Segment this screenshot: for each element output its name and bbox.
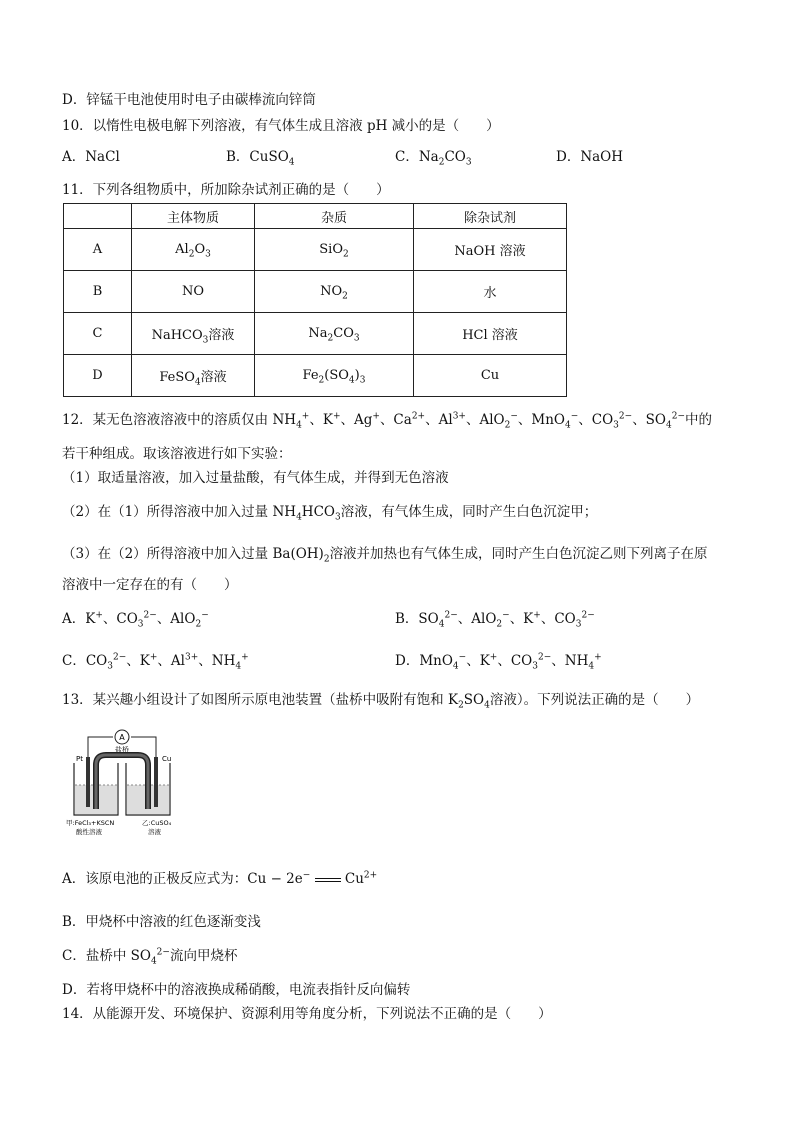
q13-option-a: A．该原电池的正极反应式为：Cu − 2e− $Cu^{2+}$ <box>62 870 378 887</box>
q12-experiment-1: （1）取适量溶液，加入过量盐酸，有气体生成，并得到无色溶液 <box>62 470 449 486</box>
q13-stem: 13．某兴趣小组设计了如图所示原电池装置（盐桥中吸附有饱和 $K_2SO_4$溶液）。下列说法正确的是（ ） <box>62 692 700 711</box>
q12-option-c: C．$CO_3^{2-}$、K+、$Al^{3+}$、$NH_4^+$ <box>62 652 249 672</box>
q11-stem: 11．下列各组物质中，所加除杂试剂正确的是（ ） <box>62 182 390 198</box>
q12-stem-line2: 若干种组成。取该溶液进行如下实验： <box>62 446 292 462</box>
q9-option-d: D．锌锰干电池使用时电子由碳棒流向锌筒 <box>62 92 316 108</box>
row-label: B <box>64 271 132 313</box>
reagent: 水 <box>414 271 567 313</box>
row-label: C <box>64 313 132 355</box>
galvanic-cell-figure <box>62 727 182 843</box>
right-electrode-label: Cu <box>162 755 172 763</box>
q11-table <box>63 203 567 397</box>
main-substance: NO <box>132 271 255 313</box>
table-row <box>64 313 567 355</box>
table-header-row <box>64 204 567 229</box>
main-substance: NaHCO$_3$溶液 <box>132 313 255 355</box>
q10-option-d: D．NaOH <box>556 149 624 165</box>
impurity: $NO_2$ <box>255 271 414 313</box>
left-beaker-label-2: 酸性溶液 <box>76 828 102 836</box>
table-row <box>64 271 567 313</box>
q13-option-b: B．甲烧杯中溶液的红色逐渐变浅 <box>62 914 261 930</box>
q12-experiment-2: （2）在（1）所得溶液中加入过量 $NH_4HCO_3$溶液，有气体生成，同时产生白色沉淀甲； <box>62 504 598 523</box>
q14-stem: 14．从能源开发、环境保护、资源利用等角度分析，下列说法不正确的是（ ） <box>62 1006 552 1022</box>
equals-sign <box>315 878 341 882</box>
q12-experiment-3-cont: 溶液中一定存在的有（ ） <box>62 577 238 593</box>
ammeter-label: A <box>119 733 125 742</box>
reagent: NaOH 溶液 <box>414 229 567 271</box>
salt-bridge-label: 盐桥 <box>115 746 129 754</box>
reagent: HCl 溶液 <box>414 313 567 355</box>
row-label: A <box>64 229 132 271</box>
impurity: $Fe_2(SO_4)_3$ <box>255 355 414 397</box>
q12-option-b: B．$SO_4^{2-}$、AlO$_2$−、K+、$CO_3^{2-}$ <box>395 610 595 630</box>
q13-option-c: C．盐桥中 $SO_4^{2-}$流向甲烧杯 <box>62 947 238 967</box>
table-header-cell: 杂质 <box>255 204 414 229</box>
left-electrode-label: Pt <box>76 755 83 763</box>
q10-option-c: C．$Na_2CO_3$ <box>395 149 472 168</box>
q10-stem: 10．以惰性电极电解下列溶液，有气体生成且溶液 pH 减小的是（ ） <box>62 118 500 134</box>
right-beaker-label-2: 溶液 <box>148 828 161 836</box>
q12-experiment-3: （3）在（2）所得溶液中加入过量 $Ba(OH)_2$溶液并加热也有气体生成，同时产生白色沉淀乙则下列离子在原 <box>62 546 708 565</box>
table-header-cell: 主体物质 <box>132 204 255 229</box>
impurity: $Na_2CO_3$ <box>255 313 414 355</box>
q10-option-a: A．NaCl <box>62 149 120 165</box>
main-substance: FeSO$_4$溶液 <box>132 355 255 397</box>
table-row <box>64 229 567 271</box>
table-row <box>64 355 567 397</box>
right-beaker-label: 乙:CuSO₄ <box>142 819 172 827</box>
q10-option-b: B．CuSO$_4$ <box>226 149 295 168</box>
q12-stem-line1: 12．某无色溶液溶液中的溶质仅由 $NH_4^+$、K+、Ag+、$Ca^{2+}$、$Al^{3+}$、AlO$_2$−、MnO$_4$−、$CO_3^{2-}$、$SO_4^{2-}$中的 <box>62 411 713 431</box>
table-header-cell: 除杂试剂 <box>414 204 567 229</box>
row-label: D <box>64 355 132 397</box>
reagent: Cu <box>414 355 567 397</box>
main-substance: $Al_2O_3$ <box>132 229 255 271</box>
impurity: SiO$_2$ <box>255 229 414 271</box>
left-beaker-label: 甲:FeCl₃+KSCN <box>66 819 115 827</box>
q13-option-d: D．若将甲烧杯中的溶液换成稀硝酸，电流表指针反向偏转 <box>62 982 411 998</box>
table-header-cell <box>64 204 132 229</box>
q12-option-a: A．K+、$CO_3^{2-}$、AlO$_2$− <box>62 610 209 630</box>
q12-option-d: D．MnO$_4$−、K+、$CO_3^{2-}$、$NH_4^+$ <box>395 652 602 672</box>
